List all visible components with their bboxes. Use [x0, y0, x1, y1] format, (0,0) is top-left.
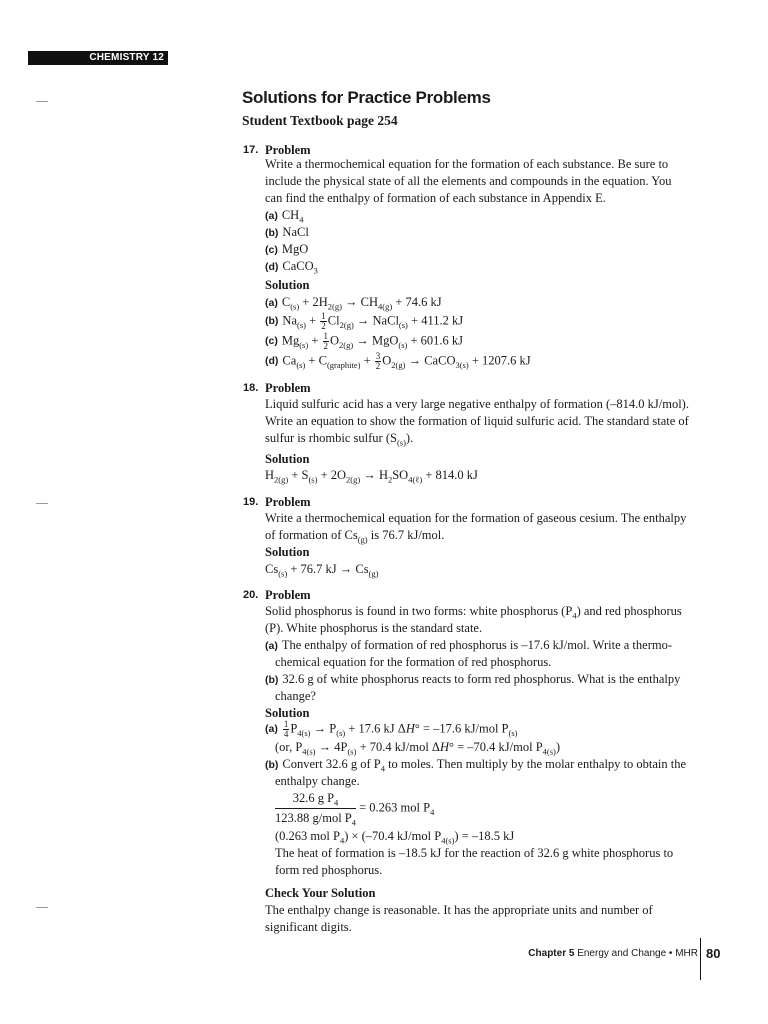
equation-tail: + 601.6 kJ [410, 333, 464, 348]
solution-equation: $H_{2(g)} + S_{(s)} + 2O_{2(g)} \to H_2SO_{4(\ell)} + 814.0$ kJ [265, 468, 478, 485]
equation-tail: + 814.0 kJ [425, 468, 478, 482]
problem-text-line: (P). White phosphorus is the standard state. [265, 621, 483, 635]
solution-text-line: (0.263 mol $P_4) \times (-70.4$ kJ/mol $P_{4(s)}) = -18.5$ kJ [275, 829, 515, 846]
solution-equation: (or, $P_{4(s)} \to 4P_{(s)} + 70.4$ kJ/mol ΔH° = –70.4 kJ/mol $P_{4(s)}$) [275, 740, 561, 757]
item-label: (d) [265, 261, 279, 273]
margin-mark [36, 503, 48, 504]
problem-text-line: Write an equation to show the formation of liquid sulfuric acid. The standard state of [265, 414, 689, 428]
problem-heading: Problem [265, 495, 311, 509]
solution-text-line: (b) Convert 32.6 g of $P_4$ to moles. Then multiply by the molar enthalpy to obtain the [265, 757, 687, 774]
page-number: 80 [706, 946, 721, 961]
check-heading: Check Your Solution [265, 886, 376, 900]
problem-number: 20. [243, 589, 259, 601]
item-label: (b) [265, 315, 279, 328]
problem-text-line: Write a thermochemical equation for the formation of each substance. Be sure to [265, 157, 669, 171]
formula: CaCO [282, 259, 314, 273]
problem-text-line: include the physical state of all the elements and compounds in the equation. You [265, 174, 672, 188]
subscript: 3 [313, 265, 318, 276]
problem-text-line: change? [275, 689, 316, 703]
equation-tail: + 74.6 kJ [395, 295, 442, 309]
solution-equation: (d) $Ca_{(s)} + C_{(graphite)}$ + $\frac{3}{2}$ $O_{2(g)}$ → CaCO$_{3(s)}$ + 1207.6 kJ [265, 351, 531, 371]
item-label: (a) [265, 297, 278, 309]
footer-topic: Energy and Change • MHR [577, 948, 698, 959]
chemistry-header-band [28, 51, 168, 65]
item-label: (d) [265, 355, 279, 368]
solution-equation: (a) $\frac{1}{4}$ $P_{4(s)} \to P_{(s)} + 17.6$ kJ ΔH° = –17.6 kJ/mol $P_{(s)}$ [265, 719, 518, 739]
list-item: (a) The enthalpy of formation of red phosphorus is –17.6 kJ/mol. Write a thermo- [265, 638, 673, 652]
mole-conversion: 32.6 g $P_4$ 123.88 g/mol $P_4$ = 0.263 mol $P_4$ [275, 791, 435, 828]
solution-heading: Solution [265, 706, 310, 720]
equation-tail: + 1207.6 kJ [471, 353, 531, 368]
solution-equation: (a) $C_{(s)} + 2H_{2(g)} \to CH_{4(g)} + 74.6$ kJ [265, 295, 442, 312]
item-label: (c) [265, 244, 278, 256]
item-label: (c) [265, 335, 278, 348]
formula: NaCl [282, 225, 309, 239]
solution-equation: $Cs_{(s)} + 76.7$ kJ → $Cs_{(g)}$ [265, 562, 379, 579]
solution-text-line: The heat of formation is –18.5 kJ for the reaction of 32.6 g white phosphorus to [275, 846, 674, 860]
solution-heading: Solution [265, 278, 310, 292]
check-text-line: The enthalpy change is reasonable. It has the appropriate units and number of [265, 903, 653, 917]
footer-chapter: Chapter 5 [528, 948, 575, 959]
problem-text-line: can find the enthalpy of formation of each substance in Appendix E. [265, 191, 606, 205]
problem-text-line: chemical equation for the formation of red phosphorus. [275, 655, 552, 669]
problem-text-line: Liquid sulfuric acid has a very large negative enthalpy of formation (–814.0 kJ/mol). [265, 397, 689, 411]
solution-equation: (c) $Mg_{(s)}$ + $\frac{1}{2}$ $O_{2(g)} \to MgO_{(s)} + 601.6$ kJ [265, 331, 464, 351]
problem-text-line: of formation of $Cs_{(g)}$ is 76.7 kJ/mol. [265, 528, 445, 545]
solution-text-line: form red phosphorus. [275, 863, 383, 877]
item-label: (b) [265, 227, 279, 239]
check-text-line: significant digits. [265, 920, 352, 934]
fraction: $\frac{1}{2}$ [323, 331, 329, 351]
solution-heading: Solution [265, 452, 310, 466]
header-label: CHEMISTRY 12 [89, 52, 164, 63]
fraction: $\frac{1}{2}$ [321, 311, 326, 331]
problem-text-line: Solid phosphorus is found in two forms: white phosphorus $(P_4)$ and red phosphorus [265, 604, 682, 621]
equation-tail: + 411.2 kJ [411, 313, 464, 328]
page-title: Solutions for Practice Problems [242, 88, 491, 107]
list-item [265, 258, 318, 276]
solution-heading: Solution [265, 545, 310, 559]
page-subtitle: Student Textbook page 254 [242, 113, 398, 128]
list-item [265, 207, 303, 225]
margin-mark [36, 907, 48, 908]
problem-number: 18. [243, 382, 259, 394]
item-label: (a) [265, 210, 278, 222]
margin-mark [36, 101, 48, 102]
fraction: $\frac{3}{2}$ [375, 351, 381, 371]
problem-heading: Problem [265, 588, 311, 602]
list-item [265, 224, 309, 242]
formula: CH [281, 208, 300, 222]
problem-text-line: Write a thermochemical equation for the formation of gaseous cesium. The enthalpy [265, 511, 687, 525]
formula: MgO [281, 242, 309, 256]
fraction: 32.6 g $P_4$ 123.88 g/mol $P_4$ [275, 791, 356, 828]
list-item [265, 241, 308, 259]
problem-number: 19. [243, 496, 259, 508]
page-footer [528, 948, 698, 959]
problem-heading: Problem [265, 143, 311, 157]
footer-divider [700, 938, 701, 980]
solution-text-line: enthalpy change. [275, 774, 360, 788]
solution-equation: (b) $Na_{(s)}$ + $\frac{1}{2}$ $Cl_{2(g)}$ → NaCl$_{(s)}$ + 411.2 kJ [265, 311, 464, 331]
problem-heading: Problem [265, 381, 311, 395]
list-item: (b) 32.6 g of white phosphorus reacts to form red phosphorus. What is the enthalpy [265, 672, 681, 686]
subscript: 4 [299, 214, 304, 225]
problem-text-line: sulfur is rhombic sulfur $(S_{(s)})$. [265, 431, 414, 448]
problem-number: 17. [243, 144, 259, 156]
